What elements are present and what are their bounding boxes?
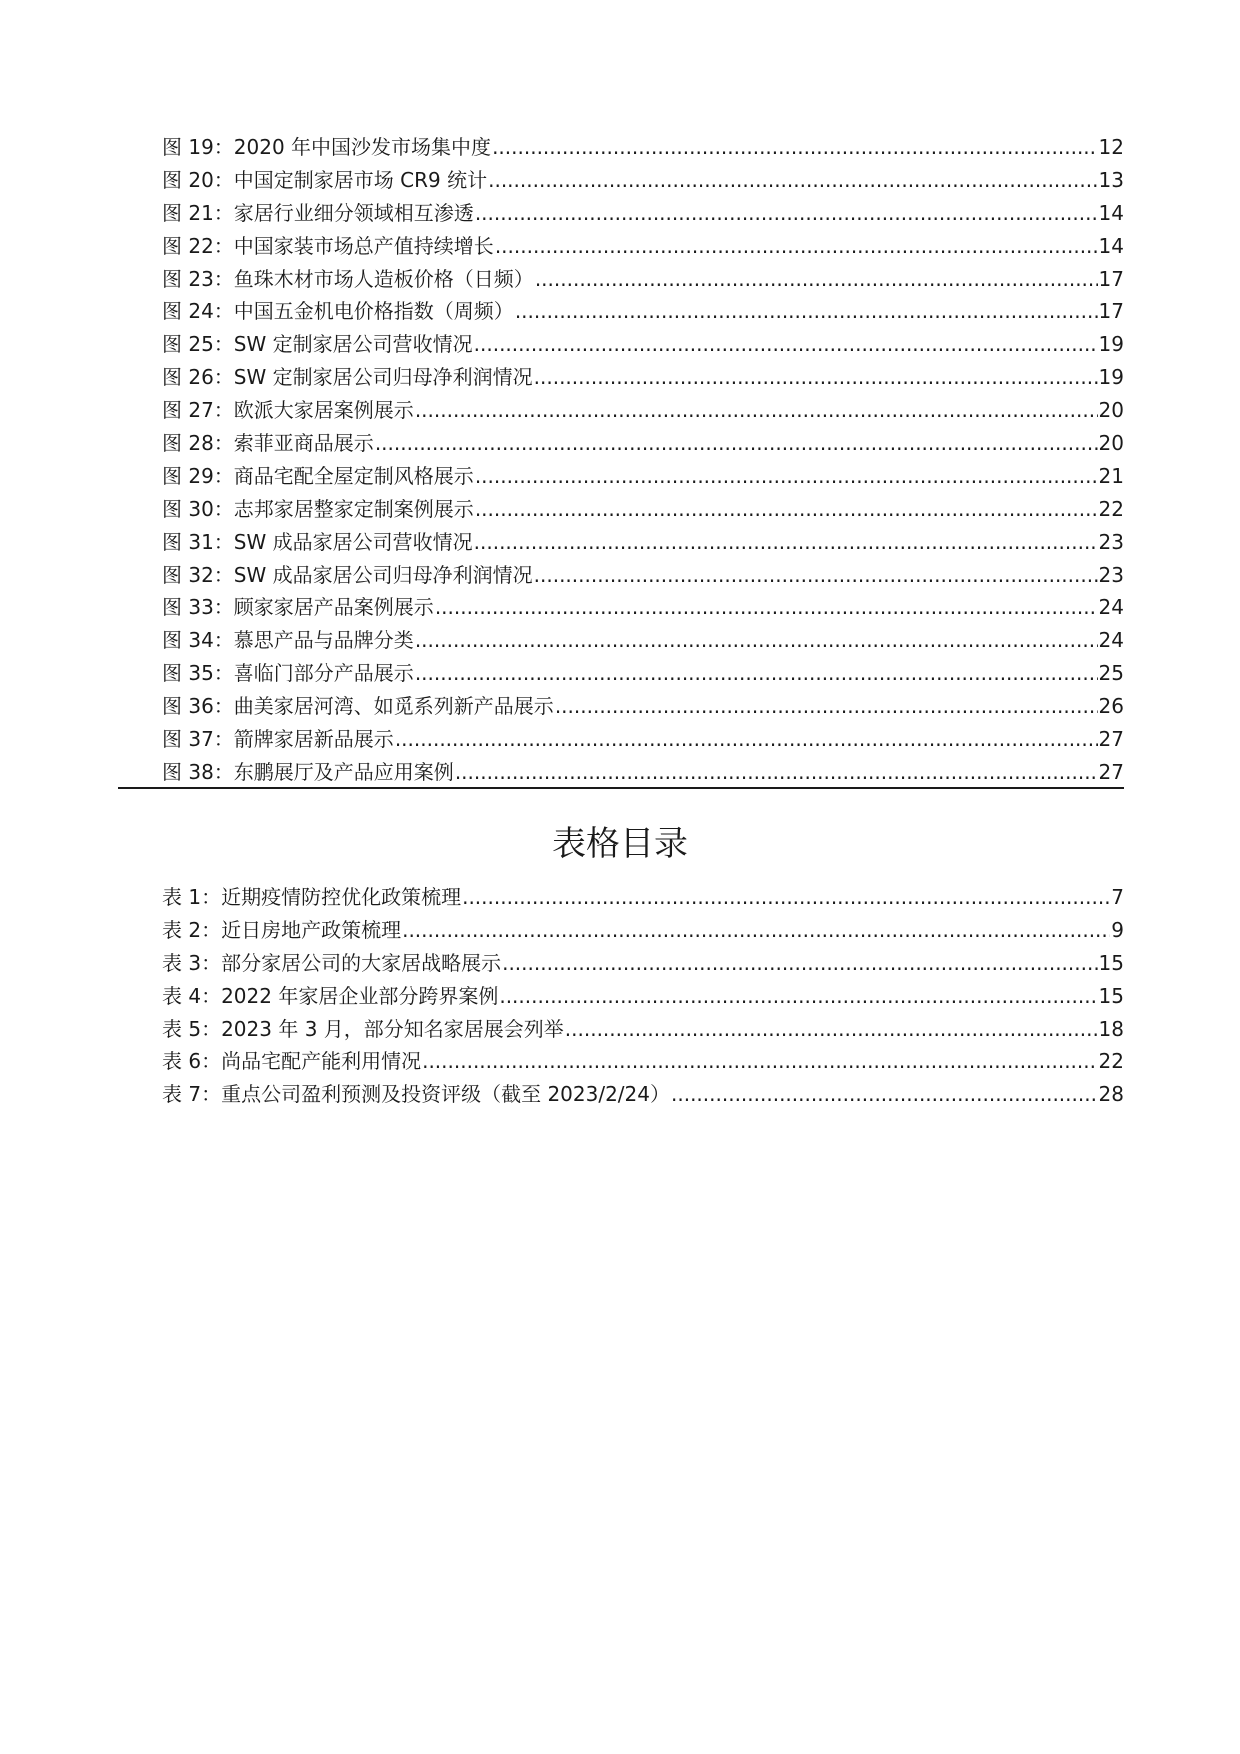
toc-entry-page: 23 — [1098, 562, 1124, 587]
toc-entry-page: 13 — [1098, 167, 1124, 192]
toc-entry-label: 图 26：SW 定制家居公司归母净利润情况 — [162, 365, 533, 390]
toc-entry-figure-37[interactable] — [162, 727, 1124, 760]
toc-entry-label: 图 27：欧派大家居案例展示 — [162, 398, 414, 423]
toc-entry-page: 20 — [1098, 431, 1124, 456]
toc-entry-page: 26 — [1098, 694, 1124, 719]
toc-entry-figure-26[interactable] — [162, 365, 1124, 398]
toc-leader-dots — [475, 464, 1098, 488]
toc-leader-dots — [415, 628, 1098, 652]
toc-entry-figure-32[interactable] — [162, 563, 1124, 596]
toc-entry-label: 表 5：2023 年 3 月，部分知名家居展会列举 — [162, 1016, 564, 1041]
toc-entry-page: 17 — [1098, 266, 1124, 291]
toc-entry-figure-34[interactable] — [162, 628, 1124, 661]
toc-leader-dots — [375, 431, 1098, 455]
toc-entry-page: 23 — [1098, 529, 1124, 554]
toc-entry-figure-36[interactable] — [162, 694, 1124, 727]
toc-entry-label: 图 37：箭牌家居新品展示 — [162, 727, 394, 752]
toc-leader-dots — [402, 918, 1110, 942]
toc-entry-page: 15 — [1098, 950, 1124, 975]
toc-entry-page: 18 — [1098, 1016, 1124, 1041]
toc-leader-dots — [475, 497, 1098, 521]
toc-entry-figure-28[interactable] — [162, 431, 1124, 464]
toc-entry-figure-23[interactable] — [162, 267, 1124, 300]
toc-entry-label: 图 28：索菲亚商品展示 — [162, 431, 374, 456]
toc-entry-label: 图 33：顾家家居产品案例展示 — [162, 595, 434, 620]
toc-leader-dots — [671, 1082, 1098, 1106]
toc-entry-figure-35[interactable] — [162, 661, 1124, 694]
toc-entry-page: 25 — [1098, 661, 1124, 686]
toc-entry-page: 27 — [1098, 727, 1124, 752]
section-divider — [118, 787, 1124, 789]
toc-leader-dots — [565, 1017, 1098, 1041]
toc-leader-dots — [502, 951, 1097, 975]
toc-entry-table-3[interactable] — [162, 951, 1124, 984]
toc-entry-table-4[interactable] — [162, 984, 1124, 1017]
toc-leader-dots — [534, 365, 1098, 389]
toc-entry-figure-25[interactable] — [162, 332, 1124, 365]
toc-entry-label: 图 29：商品宅配全屋定制风格展示 — [162, 463, 474, 488]
toc-entry-page: 24 — [1098, 628, 1124, 653]
toc-leader-dots — [474, 530, 1098, 554]
toc-entry-table-2[interactable] — [162, 918, 1124, 951]
toc-entry-table-5[interactable] — [162, 1017, 1124, 1050]
toc-entry-label: 表 2：近日房地产政策梳理 — [162, 917, 402, 942]
toc-entry-table-1[interactable] — [162, 885, 1124, 918]
toc-entry-label: 图 20：中国定制家居市场 CR9 统计 — [162, 167, 488, 192]
toc-entry-page: 15 — [1098, 983, 1124, 1008]
toc-entry-label: 表 6：尚品宅配产能利用情况 — [162, 1049, 422, 1074]
toc-entry-page: 14 — [1098, 200, 1124, 225]
toc-entry-label: 图 32：SW 成品家居公司归母净利润情况 — [162, 562, 533, 587]
toc-leader-dots — [499, 984, 1097, 1008]
tables-toc-title: 表格目录 — [552, 824, 688, 864]
toc-entry-page: 14 — [1098, 233, 1124, 258]
toc-entry-label: 图 21：家居行业细分领域相互渗透 — [162, 200, 474, 225]
toc-entry-label: 图 30：志邦家居整家定制案例展示 — [162, 496, 474, 521]
toc-entry-page: 24 — [1098, 595, 1124, 620]
toc-entry-page: 19 — [1098, 332, 1124, 357]
figures-toc-list — [162, 135, 1124, 793]
toc-leader-dots — [535, 267, 1098, 291]
toc-leader-dots — [488, 168, 1097, 192]
toc-entry-figure-31[interactable] — [162, 530, 1124, 563]
toc-entry-label: 图 31：SW 成品家居公司营收情况 — [162, 529, 473, 554]
toc-leader-dots — [415, 661, 1098, 685]
toc-entry-page: 21 — [1098, 463, 1124, 488]
toc-entry-label: 图 25：SW 定制家居公司营收情况 — [162, 332, 473, 357]
toc-leader-dots — [422, 1049, 1097, 1073]
toc-entry-page: 9 — [1111, 917, 1124, 942]
toc-entry-page: 22 — [1098, 496, 1124, 521]
toc-leader-dots — [495, 234, 1098, 258]
toc-leader-dots — [415, 398, 1098, 422]
toc-leader-dots — [435, 595, 1098, 619]
toc-leader-dots — [395, 727, 1098, 751]
toc-leader-dots — [515, 299, 1098, 323]
toc-entry-label: 图 19：2020 年中国沙发市场集中度 — [162, 135, 492, 159]
toc-entry-figure-33[interactable] — [162, 595, 1124, 628]
toc-entry-page: 17 — [1098, 299, 1124, 324]
toc-entry-page: 22 — [1098, 1049, 1124, 1074]
toc-entry-page: 20 — [1098, 398, 1124, 423]
toc-entry-page: 19 — [1098, 365, 1124, 390]
toc-entry-page: 7 — [1111, 885, 1124, 909]
toc-entry-figure-20[interactable] — [162, 168, 1124, 201]
toc-entry-label: 图 38：东鹏展厅及产品应用案例 — [162, 759, 454, 784]
toc-entry-table-6[interactable] — [162, 1049, 1124, 1082]
toc-entry-figure-27[interactable] — [162, 398, 1124, 431]
toc-entry-label: 图 35：喜临门部分产品展示 — [162, 661, 414, 686]
toc-leader-dots — [462, 885, 1110, 909]
toc-entry-label: 表 4：2022 年家居企业部分跨界案例 — [162, 983, 499, 1008]
toc-entry-page: 12 — [1098, 135, 1124, 159]
toc-entry-table-7[interactable] — [162, 1082, 1124, 1115]
toc-entry-label: 图 24：中国五金机电价格指数（周频） — [162, 299, 514, 324]
toc-entry-label: 表 3：部分家居公司的大家居战略展示 — [162, 950, 502, 975]
toc-entry-label: 表 7：重点公司盈利预测及投资评级（截至 2023/2/24） — [162, 1082, 670, 1107]
tables-toc-list — [162, 885, 1124, 1115]
toc-entry-label: 图 36：曲美家居河湾、如觅系列新产品展示 — [162, 694, 554, 719]
toc-leader-dots — [555, 694, 1098, 718]
toc-entry-page: 27 — [1098, 759, 1124, 784]
toc-entry-label: 图 23：鱼珠木材市场人造板价格（日频） — [162, 266, 534, 291]
toc-entry-figure-30[interactable] — [162, 497, 1124, 530]
toc-leader-dots — [474, 332, 1098, 356]
toc-entry-label: 图 34：慕思产品与品牌分类 — [162, 628, 414, 653]
toc-leader-dots — [475, 201, 1098, 225]
toc-entry-figure-21[interactable] — [162, 201, 1124, 234]
toc-entry-label: 图 22：中国家装市场总产值持续增长 — [162, 233, 494, 258]
toc-entry-figure-24[interactable] — [162, 299, 1124, 332]
toc-entry-figure-19[interactable] — [162, 135, 1124, 168]
toc-leader-dots — [455, 760, 1098, 784]
toc-entry-figure-22[interactable] — [162, 234, 1124, 267]
toc-leader-dots — [534, 563, 1098, 587]
toc-entry-page: 28 — [1098, 1082, 1124, 1107]
toc-entry-label: 表 1：近期疫情防控优化政策梳理 — [162, 885, 462, 909]
toc-leader-dots — [492, 135, 1097, 159]
toc-entry-figure-29[interactable] — [162, 464, 1124, 497]
